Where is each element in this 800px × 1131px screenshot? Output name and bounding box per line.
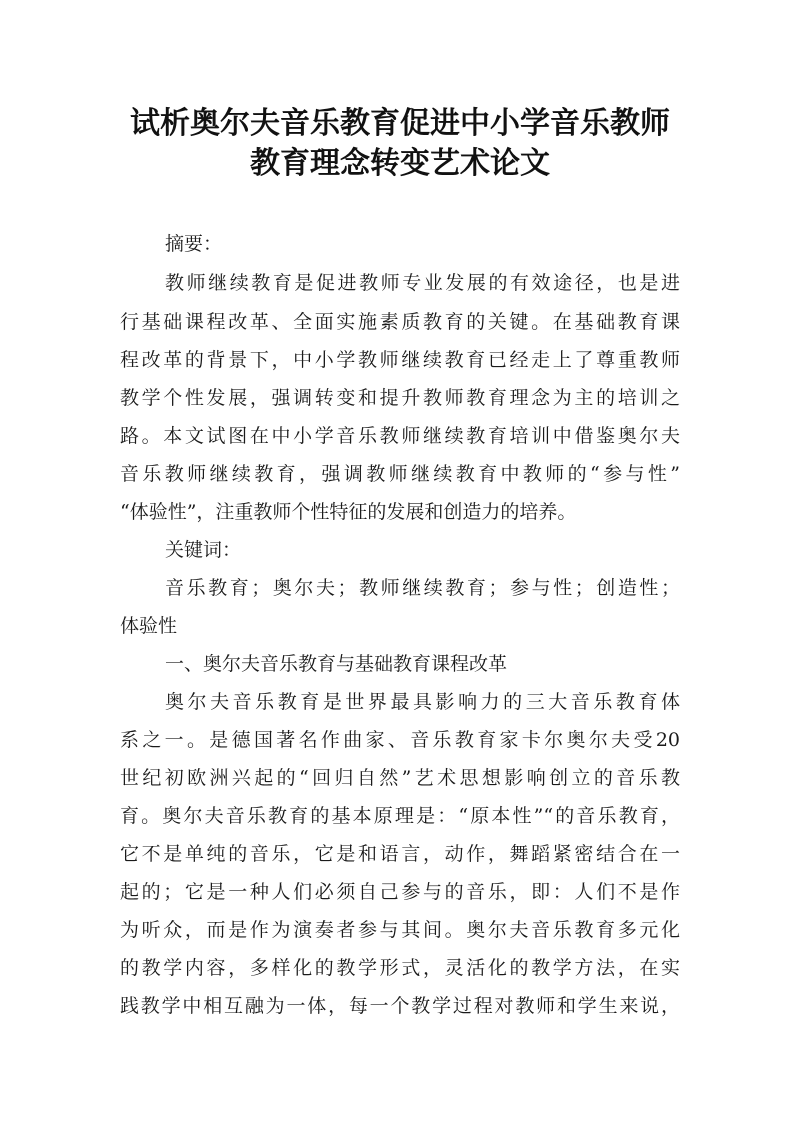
title-line-1: 试析奥尔夫音乐教育促进中小学音乐教师 (130, 106, 670, 141)
body-line: 世纪初欧洲兴起的“回归自然”艺术思想影响创立的音乐教 (120, 767, 680, 789)
section-heading: 一、奥尔夫音乐教育与基础教育课程改革 (165, 653, 508, 675)
title-line-2: 教育理念转变艺术论文 (250, 146, 550, 181)
body-line: 为听众，而是作为演奏者参与其间。奥尔夫音乐教育多元化 (120, 919, 680, 941)
abstract-line: “体验性”，注重教师个性特征的发展和创造力的培养。 (120, 501, 577, 523)
abstract-line: 教学个性发展，强调转变和提升教师教育理念为主的培训之 (120, 387, 680, 409)
keywords-line: 音乐教育；奥尔夫；教师继续教育；参与性；创造性； (165, 577, 680, 599)
abstract-line: 音乐教师继续教育，强调教师继续教育中教师的“参与性” (120, 463, 680, 485)
keywords-line: 体验性 (120, 615, 178, 637)
body-line: 起的；它是一种人们必须自己参与的音乐，即：人们不是作 (120, 881, 680, 903)
body-line: 奥尔夫音乐教育是世界最具影响力的三大音乐教育体 (165, 691, 680, 713)
keywords-heading: 关键词： (165, 539, 242, 561)
abstract-line: 路。本文试图在中小学音乐教师继续教育培训中借鉴奥尔夫 (120, 425, 680, 447)
abstract-line: 行基础课程改革、全面实施素质教育的关键。在基础教育课 (120, 311, 680, 333)
body-line: 育。奥尔夫音乐教育的基本原理是：“原本性”“的音乐教育， (120, 805, 680, 827)
abstract-heading: 摘要： (165, 233, 223, 255)
body-line: 系之一。是德国著名作曲家、音乐教育家卡尔奥尔夫受20 (120, 729, 680, 751)
abstract-line: 教师继续教育是促进教师专业发展的有效途径，也是进 (165, 272, 680, 294)
body-line: 它不是单纯的音乐，它是和语言，动作，舞蹈紧密结合在一 (120, 843, 680, 865)
abstract-line: 程改革的背景下，中小学教师继续教育已经走上了尊重教师 (120, 349, 680, 371)
body-line: 践教学中相互融为一体，每一个教学过程对教师和学生来说， (120, 995, 680, 1017)
body-line: 的教学内容，多样化的教学形式，灵活化的教学方法，在实 (120, 957, 680, 979)
